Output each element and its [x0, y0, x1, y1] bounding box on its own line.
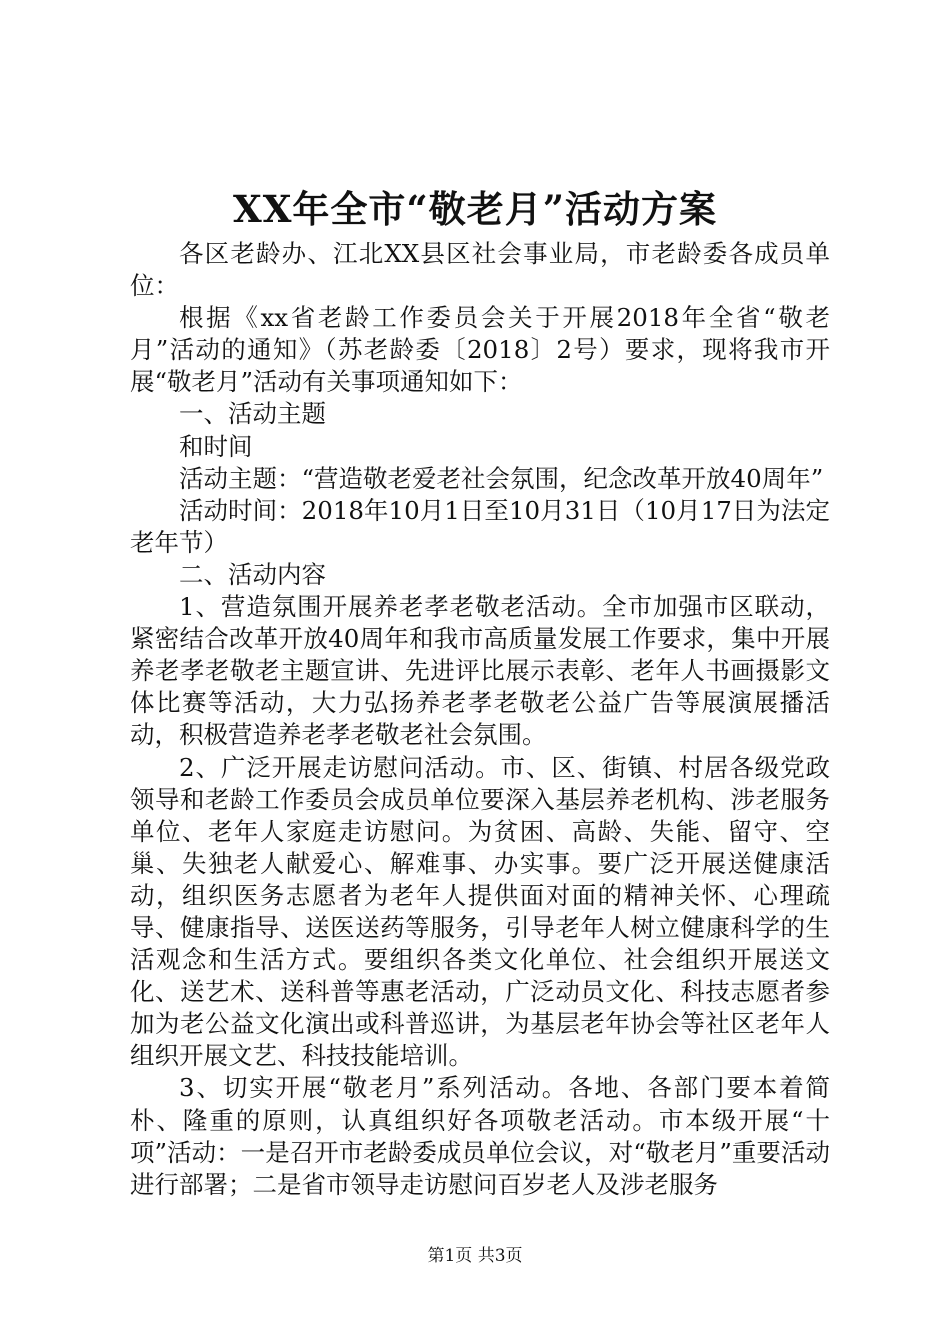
heading-section-1: 一、活动主题 — [179, 399, 326, 429]
heading-section-1-cont: 和时间 — [179, 431, 253, 461]
document-body — [130, 238, 830, 1201]
paragraph-item-1: 1、营造氛围开展养老孝老敬老活动。全市加强市区联动，紧密结合改革开放40周年和我市高质量发展工作要求，集中开展养老孝老敬老主题宣讲、先进评比展示表彰、老年人书画摄影文体比赛等活动，大力弘扬养老孝老敬老公益广告等展演展播活动，积极营造养老孝老敬老社会氛围。 — [130, 592, 830, 750]
heading-section-2: 二、活动内容 — [179, 559, 326, 589]
paragraph-item-3: 3、切实开展“敬老月”系列活动。各地、各部门要本着简朴、隆重的原则，认真组织好各项敬老活动。市本级开展“十项”活动：一是召开市老龄委成员单位会议，对“敬老月”重要活动进行部署；二是省市领导走访慰问百岁老人及涉老服务 — [130, 1073, 830, 1199]
paragraph-intro: 根据《xx省老龄工作委员会关于开展2018年全省“敬老月”活动的通知》（苏老龄委〔2018〕2号）要求，现将我市开展“敬老月”活动有关事项通知如下： — [130, 303, 830, 397]
paragraph-salutation: 各区老龄办、江北XX县区社会事业局，市老龄委各成员单位： — [130, 239, 830, 301]
paragraph-item-2: 2、广泛开展走访慰问活动。市、区、街镇、村居各级党政领导和老龄工作委员会成员单位要深入基层养老机构、涉老服务单位、老年人家庭走访慰问。为贫困、高龄、失能、留守、空巢、失独老人献爱心、解难事、办实事。要广泛开展送健康活动，组织医务志愿者为老年人提供面对面的精神关怀、心理疏导、健康指导、送医送药等服务，引导老年人树立健康科学的生活观念和生活方式。要组织各类文化单位、社会组织开展送文化、送艺术、送科普等惠老活动，广泛动员文化、科技志愿者参加为老公益文化演出或科普巡讲，为基层老年协会等社区老年人组织开展文艺、科技技能培训。 — [130, 752, 830, 1071]
document-title: XX年全市“敬老月”活动方案 — [233, 187, 717, 231]
paragraph-time: 活动时间：2018年10月1日至10月31日（10月17日为法定老年节） — [130, 495, 830, 557]
page-footer: 第1页 共3页 — [427, 1246, 523, 1266]
paragraph-theme: 活动主题：“营造敬老爱老社会氛围，纪念改革开放40周年” — [179, 463, 824, 493]
